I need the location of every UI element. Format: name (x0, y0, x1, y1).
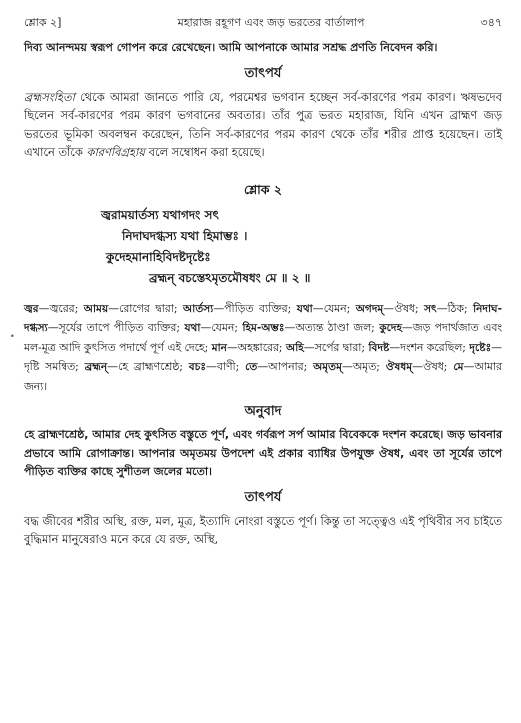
synonym-word: যথা (184, 322, 201, 334)
synonym-word: সৎ (424, 302, 437, 315)
synonym-word: ব্রহ্মন্ (84, 361, 108, 373)
synonym-meaning: —জ্বরের; (38, 301, 84, 315)
verse-line-4: ব্রহ্মন্ বচস্তেঽমৃতমৌষধং মে ॥ ২ ॥ (149, 270, 311, 285)
synonym-word: মে (453, 361, 464, 373)
synonym-meaning: —অহঙ্কারের; (226, 340, 287, 354)
stray-mark: • (10, 332, 15, 341)
synonym-word: অমৃতম্ (313, 361, 343, 373)
synonym-word: দৃষ্টেঃ (469, 341, 492, 354)
synonym-meaning: —ঔষধ; (383, 301, 425, 315)
synonym-meaning: —বাণী; (206, 360, 246, 373)
synonym-word: বচঃ (188, 361, 207, 373)
page-number: ৩৪৭ (480, 16, 502, 29)
translation-heading: অনুবাদ (244, 404, 282, 419)
intro-translation: দিব্য আনন্দময় স্বরূপ গোপন করে রেখেছেন। আমি আপনাকে আমার সশ্রদ্ধ প্রণতি নিবেদন করি। (24, 41, 438, 54)
synonym-word: আময় (83, 302, 109, 315)
purport-paragraph-1 (24, 88, 502, 162)
purport-text-b: বলে সম্বোধন করা হয়েছে। (145, 145, 265, 159)
page-header (24, 14, 502, 39)
synonym-meaning: —দৃষ্টি সমন্বিত; (24, 340, 503, 373)
synonym-meaning: —যেমন; (200, 321, 243, 334)
synonym-meaning: —পীড়িত ব্যক্তির; (213, 301, 297, 315)
purport-heading-2: তাৎপর্য (244, 489, 282, 505)
synonym-word: বিদষ্ট (368, 341, 390, 354)
purport-paragraph-2: বদ্ধ জীবের শরীর অস্থি, রক্ত, মল, মূত্র, ইত্যাদি নোংরা বস্তুতে পূর্ণ। কিন্তু তা সত্ত্বেও এই পৃথিবীর সব চাইতে বুদ্ধিমান মানুষেরাও মনে করে যে রক্ত, অস্থি, (24, 513, 502, 546)
synonym-word: মান (211, 341, 227, 354)
synonym-meaning: —অত্যন্ত ঠাণ্ডা জল; (284, 321, 380, 334)
synonym-word: অহি (286, 341, 304, 354)
synonym-meaning: —রোগের দ্বারা; (108, 301, 183, 315)
verse-label: শ্লোক ২ (243, 181, 283, 197)
synonym-meaning: —সূর্যের তাপে পীড়িত ব্যক্তির; (47, 321, 185, 334)
synonym-word: আর্তস্য (182, 302, 214, 315)
book-page (24, 14, 502, 549)
purport-heading-1: তাৎপর্য (244, 65, 282, 81)
synonym-word: যথা (296, 302, 313, 315)
verse-line-3: কুদেহমানাহিবিদষ্টদৃষ্টেঃ (106, 249, 211, 264)
word-for-word-synonyms (24, 299, 502, 397)
synonym-word: তে (245, 361, 258, 373)
translation-paragraph: হে ব্রাহ্মণশ্রেষ্ঠ, আমার দেহ কুৎসিত বস্তুতে পূর্ণ, এবং গর্বরূপ সর্প আমার বিবেককে দংশন করেছে। জড় ভাবনার প্রভাবে আমি রোগাক্রান্ত। আপনার অমৃতময় উপদেশ এই প্রকার ব্যাধির উপযুক্ত ঔষধ, এবং তা সূর্যের তাপে পীড়িত ব্যক্তির কাছে সুশীতল জলের মতো। (24, 428, 502, 478)
synonym-word: কুদেহ (379, 322, 403, 334)
synonym-word: নিদাঘ-দগ্ধস্য (24, 302, 502, 334)
synonym-meaning: —অমৃত; (342, 360, 386, 373)
verse-line-1: জ্বরাময়ার্তস্য যথাগদং সৎ (101, 207, 219, 222)
synonym-meaning: —আপনার; (257, 360, 314, 373)
synonym-meaning: —যেমন; (312, 301, 356, 315)
verse-line-2: নিদাঘদগ্ধস্য যথা হিমাম্ভঃ । (122, 228, 248, 243)
synonym-meaning: —আমার জন্য। (24, 360, 502, 393)
purport-italic-source: ব্রহ্মসংহিতা (24, 89, 75, 104)
synonym-meaning: —ঔষধ; (412, 360, 454, 373)
synonym-meaning: —সর্পের দ্বারা; (303, 340, 369, 354)
synonym-meaning: —ঠিক; (436, 301, 474, 315)
synonym-word: ঔষধম্ (385, 361, 413, 373)
synonym-word: জ্বর (24, 302, 39, 315)
synonym-word: হিম-অম্ভঃ (242, 322, 285, 334)
synonym-meaning: —দংশন করেছিল; (389, 340, 470, 354)
chapter-title: মহারাজ রহূগণ এবং জড় ভরতের বার্তালাপ (177, 16, 365, 29)
purport-italic-term: কারণবিগ্রহায় (86, 145, 146, 159)
synonym-meaning: —হে ব্রাহ্মণশ্রেষ্ঠ; (107, 360, 189, 373)
verse-reference: শ্লোক ২] (24, 16, 62, 29)
synonym-meaning: —জড় পদার্থজাত এবং মল-মূত্র আদি কুৎসিত পদার্থে পূর্ণ এই দেহে; (24, 321, 502, 354)
synonym-word: অগদম্ (355, 302, 384, 315)
purport-text-a: থেকে আমরা জানতে পারি যে, পরমেশ্বর ভগবান হচ্ছেন সর্ব-কারণের পরম কারণ। ঋষভদেব ছিলেন সর্ব-কারণের পরম কারণ ভগবানের অবতার। তাঁর পুত্র ভরত মহারাজ, যিনি এখন ব্রাহ্মণ জড় ভরতের ভূমিকা অবলম্বন করেছেন, তিনি সর্ব-কারণের পরম কারণ থেকে তাঁর শরীর প্রাপ্ত হয়েছেন। তাই এখানে তাঁকে (24, 89, 502, 159)
